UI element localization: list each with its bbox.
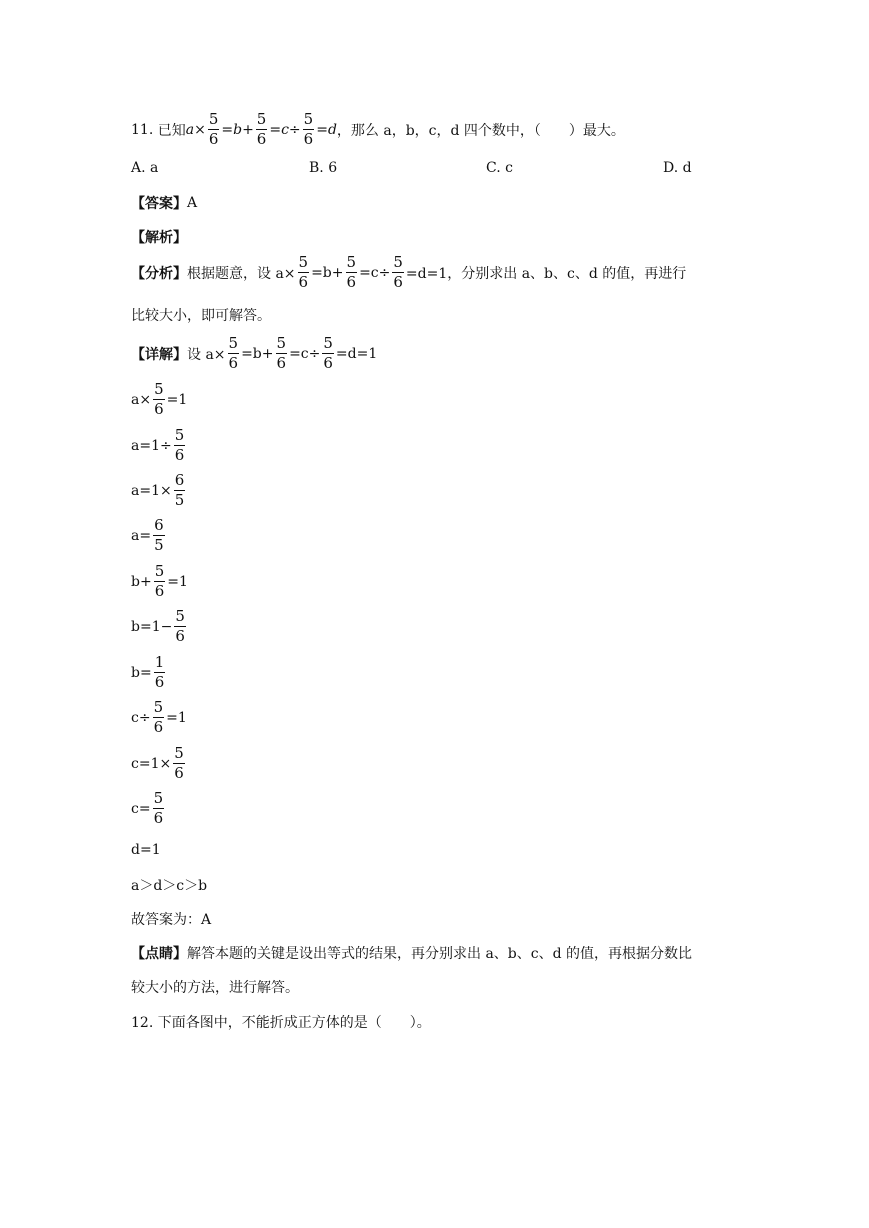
fraction-5-6: $\frac{5}{6}$: [154, 562, 165, 600]
option-d: D. d: [663, 160, 692, 176]
option-b: B. 6: [309, 160, 338, 176]
fraction-5-6: $\frac{5}{6}$: [174, 426, 185, 464]
xiangjie-text: =b+: [241, 345, 274, 362]
answer-line: [131, 193, 197, 213]
analysis-label: 【解析】: [131, 230, 187, 246]
equals-sign: =: [316, 121, 328, 138]
fraction-5-6: $\frac{5}{6}$: [228, 334, 239, 372]
step-6: b=1− $\frac{5}{6}$: [131, 607, 185, 645]
dianjing-line1: [131, 943, 692, 963]
fraction-5-6: $\frac{5}{6}$: [346, 253, 357, 291]
conclusion: 故答案为：A: [131, 912, 212, 928]
fraction-6-5: $\frac{6}{5}$: [154, 516, 164, 554]
plus-sign: +: [242, 121, 254, 138]
step-2: a=1÷ $\frac{5}{6}$: [131, 426, 185, 464]
fraction-5-6: $\frac{5}{6}$: [393, 253, 403, 291]
divide-sign: ÷: [288, 121, 301, 138]
fraction-5-6: $\frac{5}{6}$: [208, 110, 219, 148]
fenxi-text: 比较大小，即可解答。: [131, 308, 271, 324]
step-11: d=1: [131, 842, 161, 858]
fraction-6-5: $\frac{6}{5}$: [174, 471, 185, 509]
equals-sign: =: [269, 121, 282, 138]
fraction-5-6: $\frac{5}{6}$: [276, 334, 287, 372]
fraction-5-6: $\frac{5}{6}$: [298, 253, 309, 291]
equals-sign: =: [221, 121, 234, 138]
analysis-heading: [131, 227, 187, 247]
step-10: c= $\frac{5}{6}$: [131, 789, 164, 827]
fenxi-line2: [131, 305, 271, 325]
option-c: C. c: [486, 160, 513, 176]
times-sign: ×: [194, 121, 206, 138]
answer-value: A: [187, 195, 198, 211]
var-b: b: [233, 121, 243, 138]
step-9: c=1× $\frac{5}{6}$: [131, 744, 184, 782]
q12-stem: 12. 下面各图中，不能折成正方体的是（ ）。: [131, 1015, 431, 1031]
step-5: b+ $\frac{5}{6}$ =1: [131, 562, 188, 600]
fraction-5-6: $\frac{5}{6}$: [175, 607, 185, 645]
fenxi-line1: [131, 255, 686, 290]
fenxi-text: =b+: [311, 264, 344, 281]
xiangjie-text: =c÷: [289, 345, 321, 362]
stem-prefix: 已知: [157, 122, 186, 139]
xiangjie-text: 设 a×: [187, 346, 226, 363]
fraction-1-6: $\frac{1}{6}$: [154, 653, 165, 691]
xiangjie-line: [131, 336, 377, 371]
dianjing-text: 解答本题的关键是设出等式的结果，再分别求出 a、b、c、d 的值，再根据分数比: [187, 946, 693, 962]
step-12: a＞d＞c＞b: [131, 878, 208, 894]
question-number: 11.: [131, 121, 154, 138]
var-c: c: [281, 121, 289, 138]
dianjing-text: 较大小的方法，进行解答。: [131, 980, 299, 996]
dianjing-label: 【点睛】: [131, 946, 187, 962]
fraction-5-6: $\frac{5}{6}$: [323, 334, 333, 372]
fenxi-label: 【分析】: [131, 265, 187, 282]
fraction-5-6: $\frac{5}{6}$: [303, 110, 314, 148]
xiangjie-label: 【详解】: [131, 346, 187, 363]
fenxi-text: 根据题意，设 a×: [187, 265, 296, 282]
step-3: a=1× $\frac{6}{5}$: [131, 471, 185, 509]
step-7: b= $\frac{1}{6}$: [131, 653, 165, 691]
xiangjie-text: =d=1: [335, 345, 378, 362]
fraction-5-6: $\frac{5}{6}$: [154, 380, 164, 418]
fenxi-text: =c÷: [359, 264, 391, 281]
step-4: a= $\frac{6}{5}$: [131, 516, 164, 554]
step-8: c÷ $\frac{5}{6}$ =1: [131, 698, 187, 736]
var-a: a: [185, 121, 195, 138]
fraction-5-6: $\frac{5}{6}$: [174, 744, 184, 782]
dianjing-line2: [131, 977, 299, 997]
fraction-5-6: $\frac{5}{6}$: [256, 110, 267, 148]
q11-stem: [131, 112, 625, 147]
option-a: A. a: [131, 160, 159, 176]
fenxi-text: =d=1，分别求出 a、b、c、d 的值，再进行: [405, 265, 687, 282]
step-1: a× $\frac{5}{6}$ =1: [131, 380, 188, 418]
answer-label: 【答案】: [131, 196, 187, 212]
stem-suffix: ，那么 a，b，c，d 四个数中，（ ）最大。: [336, 122, 625, 139]
var-d: d: [327, 121, 337, 138]
fraction-5-6: $\frac{5}{6}$: [153, 698, 164, 736]
fraction-5-6: $\frac{5}{6}$: [153, 789, 164, 827]
